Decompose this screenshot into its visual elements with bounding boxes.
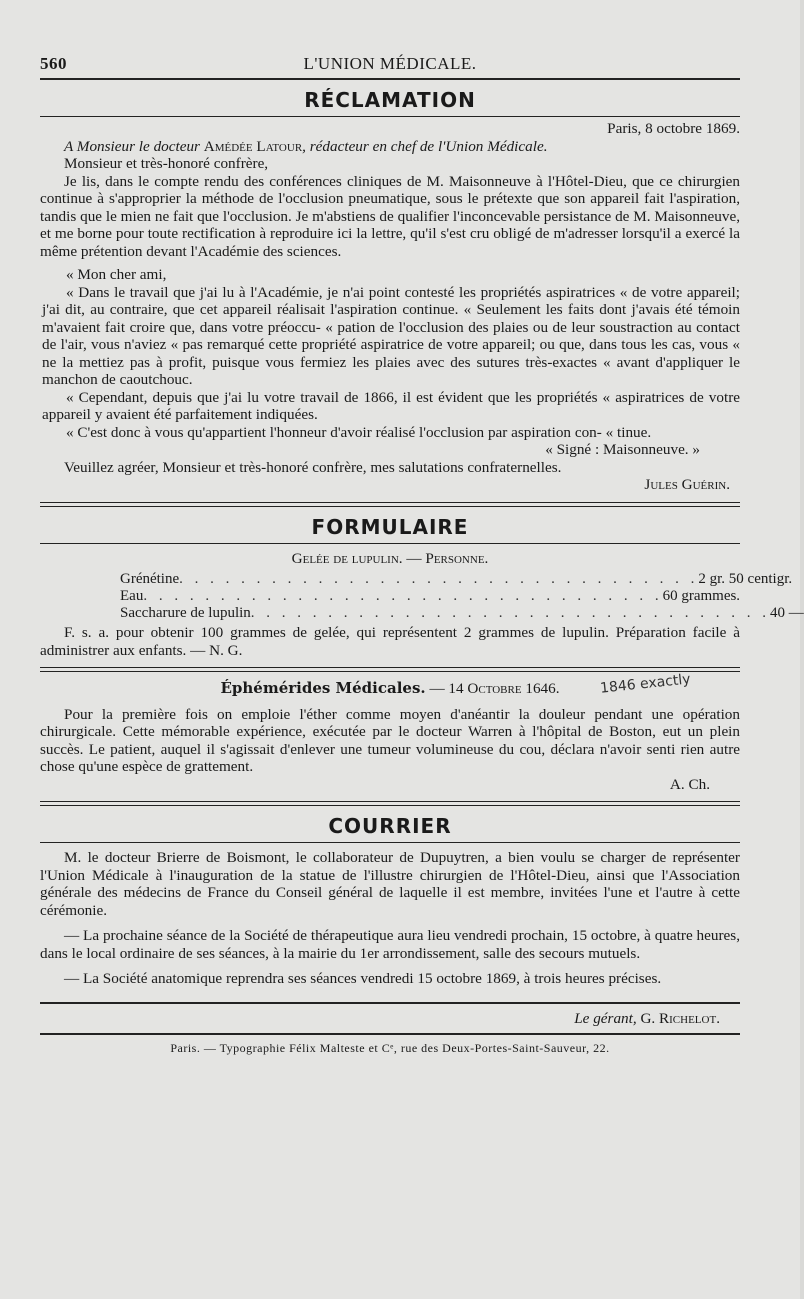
leader-dots: . . . . . . . . . . . . . . . . . . . . . . . . . . . . . . . . . . [179,571,699,587]
ingredient-list [120,571,804,622]
addressee [40,138,740,156]
ingredient-name: Grénétine [120,571,180,587]
courrier-paragraph: M. le docteur Brierre de Boismont, le collaborateur de Dupuytren, a bien voulu se charger de représenter l'Union Médicale à l'inauguration de la statue de l'illustre chirurgien de l'Hôtel-Dieu, ainsi que l'Association générale des médecins de France du Conseil général de laquelle il est membre, invitées l'une et l'autre à cette cérémonie. [40,849,740,919]
addressee-prefix: A Monsieur le docteur [64,137,200,155]
gerant-line [40,1010,740,1028]
leader-dots: . . . . . . . . . . . . . . . . . . . . . . . . . . . . . . . . . . [143,588,663,604]
signature: Jules Guérin. [644,476,730,493]
footer-divider [40,1002,740,1004]
ephemerides-date: — 14 Octobre 1646. [429,680,560,697]
reclamation-title: RÉCLAMATION [304,88,476,112]
formulaire-title: FORMULAIRE [311,514,469,539]
leader-dots: . . . . . . . . . . . . . . . . . . . . . . . . . . . . . . . . . . [250,605,771,621]
footer-divider [40,1033,740,1035]
courrier-paragraph: — La prochaine séance de la Société de thérapeutique aura lieu vendredi prochain, 15 octobre, à quatre heures, dans le local ordinaire de ses séances, à la mairie du 1er arrondissement, salle des secours mutuels. [40,927,740,962]
ingredient-row [120,571,793,588]
ingredient-quantity: 60 grammes. [662,588,741,604]
addressee-suffix: , rédacteur en chef de l'Union Médicale. [302,137,548,155]
divider [40,116,740,117]
closing: Veuillez agréer, Monsieur et très-honoré confrère, mes salutations confraternelles. [64,458,562,476]
ephemerides-section [40,671,740,793]
reclamation-section [40,88,740,494]
ingredient-name: Eau [120,588,144,604]
section-divider [40,667,740,672]
formulaire-section [40,514,804,660]
ephemerides-initials: A. Ch. [669,775,710,793]
courrier-paragraph: — La Société anatomique reprendra ses séances vendredi 15 octobre 1869, à trois heures précises. [64,970,662,987]
section-divider [40,801,740,806]
quoted-paragraph: « Dans le travail que j'ai lu à l'Académie, je n'ai point contesté les propriétés aspiratrices « de votre appareil; j'ai dit, au contraire, que cet appareil réalisait l'aspiration continue. « Seulement les faits dont j'avais été témoin m'avaient fait croire que, dans votre préoccu- « pation de l'occlusion des plaies ou de leur soustraction au contact de l'air, vous n'aviez « pas remarqué cette propriété aspiratrice de votre appareil; ou que, dans tous les cas, vous « ne la mettiez pas à profit, puisque vous fermiez les plaies avec des sutures très-exactes « avant d'appliquer le manchon de caoutchouc. [42,283,740,388]
divider [40,543,740,544]
quoted-paragraph: « Cependant, depuis que j'ai lu votre travail de 1866, il est évident que les propriétés « aspiratrices de votre appareil y avaient été parfaitement indiquées. [42,388,740,423]
recipe-instructions: F. s. a. pour obtenir 100 grammes de gelée, qui représentent 2 grammes de lupulin. Préparation facile à administrer aux enfants. — N. G. [40,624,740,659]
ephemerides-title: Éphémérides Médicales. [220,679,426,697]
letter-paragraph: Je lis, dans le compte rendu des conférences cliniques de M. Maisonneuve à l'Hôtel-Dieu, que ce chirurgien continue à s'approprier la méthode de l'occlusion pneumatique, sous le prétexte que son appareil fait l'aspiration, tandis que le mien ne fait que l'occlusion. Je m'abstiens de qualifier l'inconcevable persistance de M. Maisonneuve, et me borne pour toute rectification à reproduire ici la lettre, qu'il s'est cru obligé de m'adresser lorsqu'il a exercé la même prétention devant l'Académie des sciences. [40,172,740,260]
handwritten-annotation: 1846 exactly [599,671,692,697]
page-content [40,52,804,1068]
divider [40,842,740,843]
ingredient-quantity: 40 — [770,605,804,621]
quoted-greeting: « Mon cher ami, [66,266,167,283]
ingredient-quantity: 2 gr. 50 centigr. [698,571,793,587]
journal-title: L'UNION MÉDICALE. [303,54,477,73]
gerant-name: G. Richelot. [640,1009,720,1027]
running-header [40,52,740,80]
addressee-name: Amédée Latour [203,137,303,155]
ingredient-name: Saccharure de lupulin [120,605,251,621]
dateline: Paris, 8 octobre 1869. [607,120,740,137]
recipe-title: Gelée de lupulin. — Personne. [291,549,489,567]
ingredient-row [120,588,741,605]
ingredient-row [120,605,804,622]
page-number: 560 [40,54,67,73]
courrier-section [40,814,740,988]
ephemerides-body: Pour la première fois on emploie l'éther comme moyen d'anéantir la douleur pendant une opération chirurgicale. Cette mémorable expérience, exécutée par le docteur Warren à l'hôpital de Boston, eut un plein succès. Le patient, auquel il s'agissait d'enlever une tumeur volumineuse du cou, déclara n'avoir senti rien autre chose qu'une espèce de grattement. [40,705,740,775]
printer-line: Paris. — Typographie Félix Malteste et Cᵉ, rue des Deux-Portes-Saint-Sauveur, 22. [170,1041,610,1055]
salutation: Monsieur et très-honoré confrère, [64,155,269,172]
gerant-label: Le gérant, [574,1009,637,1027]
section-divider [40,502,740,507]
quoted-signature: « Signé : Maisonneuve. » [545,441,700,458]
quoted-paragraph: « C'est donc à vous qu'appartient l'honneur d'avoir réalisé l'occlusion par aspiration con- « tinue. [66,423,652,441]
courrier-title: COURRIER [328,814,452,838]
